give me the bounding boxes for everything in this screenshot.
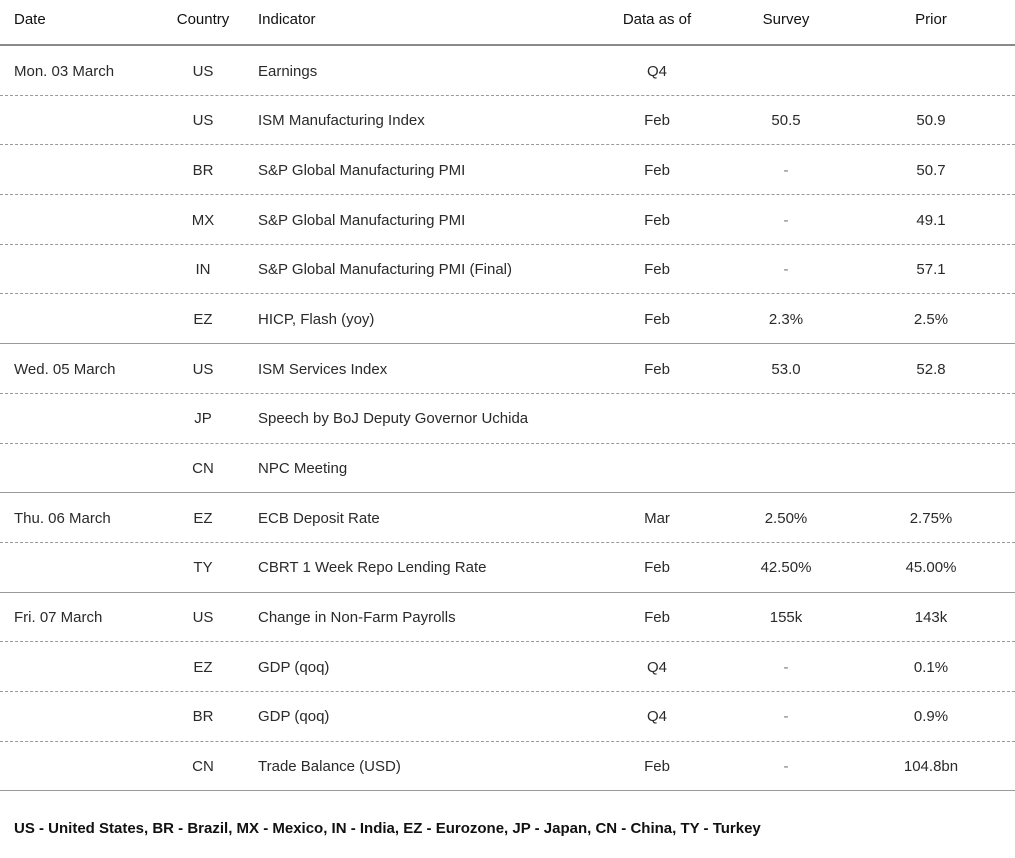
table-row xyxy=(0,593,1015,643)
row-country: JP xyxy=(194,410,212,428)
row-data-as-of: Feb xyxy=(644,161,670,179)
row-indicator: GDP (qoq) xyxy=(258,708,330,726)
row-prior: 0.1% xyxy=(913,658,949,676)
row-country: MX xyxy=(191,211,215,229)
row-survey: 155k xyxy=(769,609,803,627)
row-country: EZ xyxy=(193,310,213,328)
row-indicator: Change in Non-Farm Payrolls xyxy=(258,609,456,627)
row-indicator: Trade Balance (USD) xyxy=(258,758,401,776)
table-row xyxy=(0,46,1015,96)
row-indicator: S&P Global Manufacturing PMI (Final) xyxy=(258,261,512,279)
table-row xyxy=(0,344,1015,394)
row-survey: 42.50% xyxy=(760,559,812,577)
row-survey: - xyxy=(783,708,789,726)
table-body xyxy=(0,46,1015,791)
row-data-as-of: Mar xyxy=(644,509,670,527)
row-prior: 52.8 xyxy=(916,360,946,378)
row-prior xyxy=(880,394,982,444)
row-survey: - xyxy=(783,261,789,279)
table-row xyxy=(0,543,1015,593)
row-survey xyxy=(735,46,837,96)
header-survey: Survey xyxy=(762,10,810,28)
row-data-as-of: Q4 xyxy=(646,708,667,726)
row-indicator: Speech by BoJ Deputy Governor Uchida xyxy=(258,410,529,428)
row-prior: 57.1 xyxy=(916,261,946,279)
table-row xyxy=(0,145,1015,195)
row-data-as-of xyxy=(608,444,706,494)
row-data-as-of: Q4 xyxy=(646,658,667,676)
row-data-as-of: Feb xyxy=(644,261,670,279)
table-row xyxy=(0,195,1015,245)
row-survey: 53.0 xyxy=(771,360,801,378)
row-data-as-of: Feb xyxy=(644,559,670,577)
row-data-as-of: Feb xyxy=(644,609,670,627)
row-date: Thu. 06 March xyxy=(14,509,111,527)
row-date: Fri. 07 March xyxy=(14,609,103,627)
row-indicator: S&P Global Manufacturing PMI xyxy=(258,161,466,179)
country-legend: US - United States, BR - Brazil, MX - Mexico, IN - India, EZ - Eurozone, JP - Japan, CN - China, TY - Turkey xyxy=(14,820,761,837)
row-survey: - xyxy=(783,211,789,229)
row-date: Wed. 05 March xyxy=(14,360,116,378)
row-country: US xyxy=(192,62,214,80)
row-data-as-of: Q4 xyxy=(646,62,667,80)
table-row xyxy=(0,742,1015,792)
row-data-as-of: Feb xyxy=(644,211,670,229)
row-country: US xyxy=(192,609,214,627)
row-data-as-of: Feb xyxy=(644,112,670,130)
table-row xyxy=(0,692,1015,742)
row-prior: 45.00% xyxy=(905,559,957,577)
table-row xyxy=(0,493,1015,543)
row-indicator: GDP (qoq) xyxy=(258,658,330,676)
row-date: Mon. 03 March xyxy=(14,62,115,80)
header-date: Date xyxy=(14,10,46,28)
row-prior: 2.5% xyxy=(913,310,949,328)
row-data-as-of xyxy=(608,394,706,444)
row-data-as-of: Feb xyxy=(644,310,670,328)
table-header xyxy=(0,0,1015,46)
header-country: Country xyxy=(176,10,230,28)
row-indicator: NPC Meeting xyxy=(258,460,348,477)
row-country: CN xyxy=(192,758,214,776)
row-prior: 143k xyxy=(914,609,948,627)
row-country: EZ xyxy=(193,658,213,676)
row-prior: 50.9 xyxy=(916,112,946,130)
row-country: BR xyxy=(192,161,214,179)
row-prior xyxy=(880,46,982,96)
row-country: US xyxy=(192,112,214,130)
row-indicator: ISM Manufacturing Index xyxy=(258,112,425,130)
row-survey: - xyxy=(783,758,789,776)
row-survey xyxy=(735,394,837,444)
row-prior xyxy=(880,444,982,494)
row-country: CN xyxy=(192,460,214,477)
row-prior: 0.9% xyxy=(913,708,949,726)
row-prior: 49.1 xyxy=(916,211,946,229)
row-survey xyxy=(735,444,837,494)
row-indicator: CBRT 1 Week Repo Lending Rate xyxy=(258,559,487,577)
table-row xyxy=(0,294,1015,344)
row-data-as-of: Feb xyxy=(644,360,670,378)
row-prior: 2.75% xyxy=(909,509,953,527)
row-country: BR xyxy=(192,708,214,726)
row-indicator: ISM Services Index xyxy=(258,360,388,378)
table-row xyxy=(0,444,1015,494)
row-survey: 2.3% xyxy=(768,310,804,328)
row-indicator: S&P Global Manufacturing PMI xyxy=(258,211,466,229)
table-row xyxy=(0,245,1015,295)
header-prior: Prior xyxy=(915,10,947,28)
row-country: US xyxy=(192,360,214,378)
row-prior: 104.8bn xyxy=(903,758,959,776)
row-survey: - xyxy=(783,161,789,179)
header-data-as-of: Data as of xyxy=(622,10,692,28)
table-row xyxy=(0,394,1015,444)
row-survey: - xyxy=(783,658,789,676)
row-survey: 2.50% xyxy=(764,509,808,527)
row-data-as-of: Feb xyxy=(644,758,670,776)
header-indicator: Indicator xyxy=(258,10,316,28)
row-country: EZ xyxy=(193,509,213,527)
table-row xyxy=(0,642,1015,692)
row-country: TY xyxy=(193,559,213,577)
row-prior: 50.7 xyxy=(916,161,946,179)
row-indicator: HICP, Flash (yoy) xyxy=(258,310,375,328)
row-survey: 50.5 xyxy=(771,112,801,130)
table-row xyxy=(0,96,1015,146)
row-indicator: ECB Deposit Rate xyxy=(258,509,380,527)
row-indicator: Earnings xyxy=(258,62,318,80)
row-country: IN xyxy=(195,261,211,279)
